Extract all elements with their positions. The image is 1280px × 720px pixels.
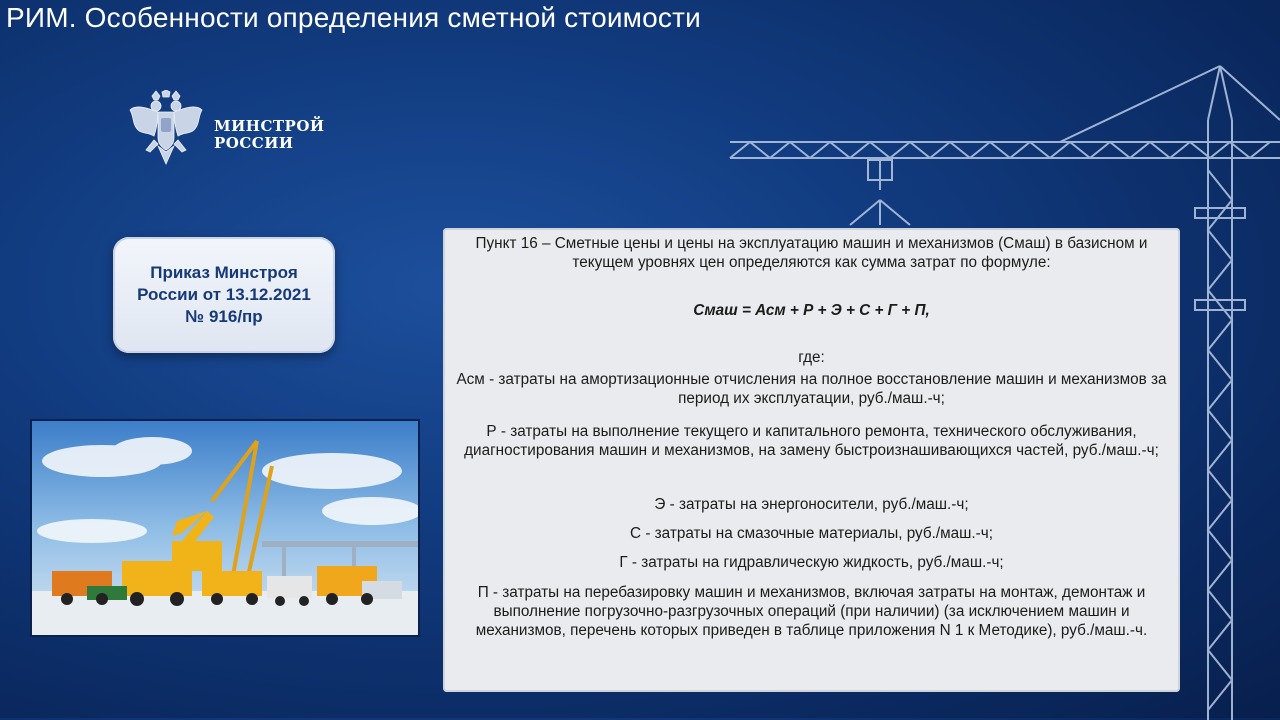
definition-e: Э - затраты на энергоносители, руб./маш.-ч; — [654, 496, 969, 513]
content-panel — [443, 228, 1180, 692]
order-reference-text: Приказ Минстроя России от 13.12.2021 № 916/пр — [137, 263, 311, 326]
definition-g: Г - затраты на гидравлическую жидкость, руб./маш.-ч; — [619, 554, 1004, 571]
slide-title: РИМ. Особенности определения сметной стоимости — [6, 2, 701, 33]
order-reference-box — [113, 237, 335, 353]
definition-p: П - затраты на перебазировку машин и механизмов, включая затраты на монтаж, демонтаж и выполнение погрузочно-разгрузочных операций (при наличии) (за исключением машин и механизмов, перечень которых приведен в таблице приложения N 1 к Методике), руб./маш.-ч. — [475, 584, 1148, 639]
construction-machinery-photo — [30, 419, 420, 637]
where-label: где: — [798, 349, 825, 366]
ministry-name — [214, 118, 325, 152]
ministry-name-line2: РОССИИ — [214, 134, 294, 152]
ministry-logo — [128, 90, 328, 170]
definition-r: Р - затраты на выполнение текущего и капитального ремонта, технического обслуживания, диагностирования машин и механизмов, на замену быстроизнашивающихся частей, руб./маш.-ч; — [464, 423, 1159, 459]
cost-formula: Смаш = Асм + Р + Э + С + Г + П, — [693, 302, 930, 319]
ministry-name-line1: МИНСТРОЙ — [214, 117, 325, 135]
intro-paragraph: Пункт 16 – Сметные цены и цены на эксплуатацию машин и механизмов (Смаш) в базисном и текущем уровнях цен определяются как сумма затрат по формуле: — [475, 235, 1148, 271]
double-headed-eagle-icon — [128, 90, 204, 170]
definition-c: С - затраты на смазочные материалы, руб./маш.-ч; — [630, 525, 993, 542]
definition-acm: Асм - затраты на амортизационные отчисления на полное восстановление машин и механизмов за период их эксплуатации, руб./маш.-ч; — [456, 371, 1167, 407]
